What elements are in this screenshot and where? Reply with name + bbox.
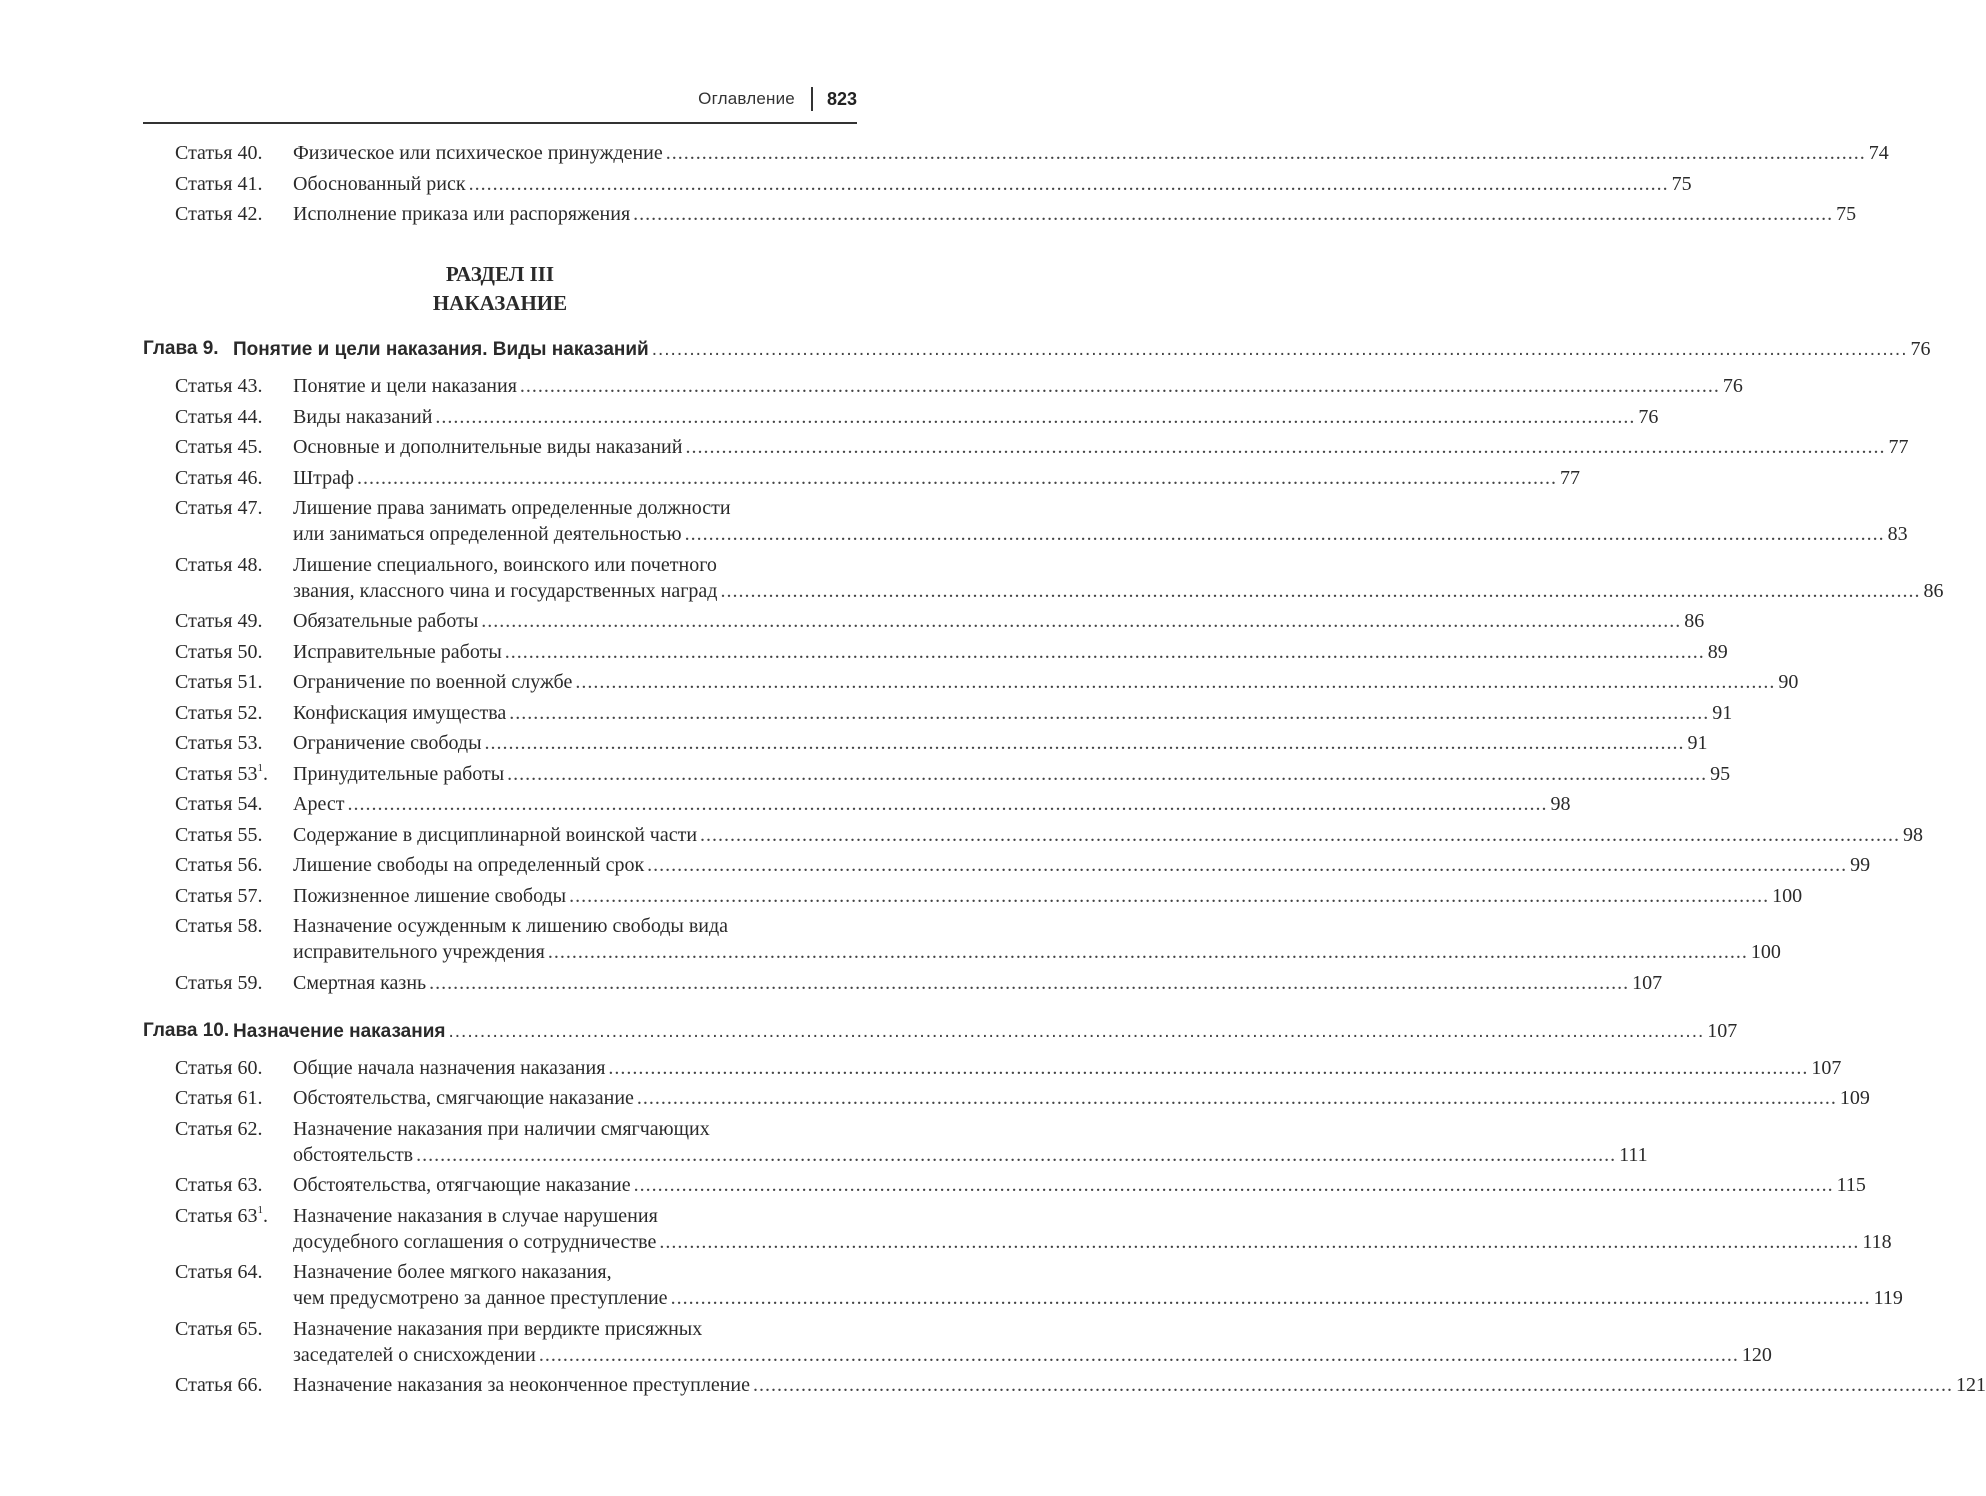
article-text [293,201,1857,227]
article-title: звания, классного чина и государственных наград [293,579,718,602]
article-label [143,700,293,726]
article-title-line [293,1342,1772,1368]
article-title: или заниматься определенной деятельностью [293,523,682,545]
article-text [293,730,1708,756]
section-heading [143,260,857,318]
article-label-text: Статья 47. [175,497,263,519]
article-title-line [293,1259,857,1285]
article-page: 107 [1811,1056,1842,1079]
running-title: Оглавление [698,89,795,108]
leader-dots: ........................................................................................................................................................................................................ [575,671,1776,693]
leader-dots: ........................................................................................................................................................................................................ [484,732,1685,754]
toc-entry[interactable] [143,171,1692,197]
article-label-text: Статья 49. [175,610,263,632]
article-page: 98 [1903,823,1924,846]
article-page: 74 [1868,142,1889,164]
article-label [143,1372,293,1398]
chapter-line [233,336,1931,363]
article-page: 76 [1722,375,1743,397]
article-page: 115 [1836,1174,1866,1196]
article-title: Штраф [293,466,354,489]
article-title: Ограничение по военной службе [293,671,573,693]
article-label-text: Статья 41. [175,172,263,195]
article-label [143,883,293,909]
article-page: 111 [1619,1143,1648,1166]
article-text [293,1316,1772,1368]
article-label [143,1203,293,1255]
article-title: чем предусмотрено за данное преступление [293,1287,668,1309]
article-title: Обязательные работы [293,610,479,632]
article-title-line [293,791,1571,817]
article-text [293,171,1692,197]
article-title: Пожизненное лишение свободы [293,884,567,907]
article-label [143,1055,293,1081]
article-title: Лишение специального, воинского или почетного [293,553,717,576]
article-text [293,465,1580,491]
article-label [143,913,293,965]
article-text [293,1372,1986,1398]
section-number: РАЗДЕЛ III [445,262,555,286]
leader-dots: ........................................................................................................................................................................................................ [636,1087,1837,1109]
article-title-line [293,608,1705,634]
article-text [293,495,1908,547]
article-page: 118 [1862,1230,1892,1253]
article-text [293,140,1889,166]
article-label-text: Статья 58. [175,915,263,937]
article-title: заседателей о снисхождении [293,1343,536,1366]
article-text [293,373,1743,399]
article-label-text: Статья 59. [175,971,263,994]
article-title-line [293,939,1781,965]
chapter-9-entry[interactable] [143,336,1931,363]
article-text [293,552,1944,604]
article-title-line [293,700,1733,726]
article-title: исправительного учреждения [293,941,545,963]
article-page: 100 [1772,884,1803,907]
toc-entry[interactable] [143,822,1924,848]
article-page: 76 [1638,405,1659,428]
article-title-line [293,970,1663,996]
article-title: Обстоятельства, отягчающие наказание [293,1174,631,1196]
table-of-contents [143,140,1986,1403]
header-separator [811,87,813,111]
leader-dots: ........................................................................................................................................................................................................ [569,884,1770,907]
toc-entry[interactable] [143,970,1663,996]
article-label [143,201,293,227]
article-label-text: Статья 42. [175,203,263,225]
leader-dots: ........................................................................................................................................................................................................ [633,203,1834,225]
article-title: Назначение наказания в случае нарушения [293,1204,658,1227]
article-page: 109 [1839,1087,1870,1109]
article-label [143,970,293,996]
article-title-line [293,1172,1866,1198]
article-text [293,669,1799,695]
chapter-10-article-list [143,1055,1986,1399]
leader-dots: ........................................................................................................................................................................................................ [547,941,1748,963]
article-title-line [293,434,1909,460]
article-label-superscript: 1 [257,1203,263,1216]
article-label-text: Статья 57. [175,884,263,907]
article-page: 98 [1550,793,1571,815]
article-label [143,791,293,817]
toc-entry[interactable] [143,434,1909,460]
toc-entry[interactable] [143,730,1708,756]
header-inner [698,87,857,111]
leader-dots: ........................................................................................................................................................................................................ [651,339,1908,360]
leader-dots: ........................................................................................................................................................................................................ [509,701,1710,724]
article-label [143,822,293,848]
article-label-tail: . [262,1204,268,1227]
article-title-line [293,1285,1903,1311]
leader-dots: ........................................................................................................................................................................................................ [429,971,1630,994]
chapter-line [233,1018,1738,1045]
toc-entry[interactable] [143,1203,1892,1255]
toc-entry[interactable] [143,1172,1866,1198]
article-label [143,1316,293,1368]
article-title-line [293,822,1924,848]
article-page: 89 [1707,640,1728,663]
article-title: Назначение наказания при наличии смягчающих [293,1117,710,1140]
toc-entry[interactable] [143,495,1908,547]
article-title: Понятие и цели наказания [293,375,517,397]
article-page: 83 [1887,523,1908,545]
article-title-line [293,761,1731,787]
leader-dots: ........................................................................................................................................................................................................ [665,142,1866,164]
article-title: Общие начала назначения наказания [293,1056,606,1079]
article-page: 86 [1923,579,1944,602]
leader-dots: ........................................................................................................................................................................................................ [538,1343,1739,1366]
article-label-text: Статья 63 [175,1204,258,1227]
article-text [293,822,1924,848]
article-title: обстоятельств [293,1143,414,1166]
article-title-line [293,1372,1986,1398]
article-label [143,761,293,787]
article-text [293,883,1803,909]
article-label-text: Статья 46. [175,466,263,489]
article-page: 91 [1712,701,1733,724]
chapter-page: 76 [1910,338,1931,360]
chapter-label: Глава 10. [143,1019,230,1041]
page-number: 823 [826,88,857,109]
leader-dots: ........................................................................................................................................................................................................ [468,172,1669,195]
article-title: Физическое или психическое принуждение [293,142,663,164]
article-text [293,1259,1903,1311]
article-title-line [293,883,1803,909]
leader-dots: ........................................................................................................................................................................................................ [608,1056,1809,1079]
toc-entry[interactable] [143,852,1871,878]
leader-dots: ........................................................................................................................................................................................................ [647,854,1848,876]
leader-dots: ........................................................................................................................................................................................................ [519,375,1720,397]
article-label-text: Статья 40. [175,142,263,164]
article-title-line [293,465,1580,491]
article-title-line [293,1055,1842,1081]
toc-entry[interactable] [143,140,1889,166]
article-label-text: Статья 55. [175,823,263,846]
article-text [293,1116,1648,1168]
article-page: 75 [1671,172,1692,195]
article-label [143,1172,293,1198]
article-title-line [293,1085,1870,1111]
article-title: Принудительные работы [293,762,505,785]
article-title: Назначение осужденным к лишению свободы вида [293,915,729,937]
article-label-text: Статья 56. [175,854,263,876]
article-label [143,1259,293,1311]
article-text [293,1085,1870,1111]
leader-dots: ........................................................................................................................................................................................................ [752,1374,1953,1396]
article-label-text: Статья 65. [175,1317,263,1340]
article-title-line [293,171,1692,197]
article-label [143,434,293,460]
toc-entry[interactable] [143,1259,1903,1311]
article-page: 121 [1955,1374,1986,1396]
article-label [143,495,293,547]
article-label [143,1085,293,1111]
leader-dots: ........................................................................................................................................................................................................ [481,610,1682,632]
article-label-text: Статья 60. [175,1056,263,1079]
article-title: Обстоятельства, смягчающие наказание [293,1087,634,1109]
article-page: 119 [1873,1287,1903,1309]
toc-entry[interactable] [143,552,1944,604]
article-text [293,761,1731,787]
article-label-text: Статья 45. [175,436,263,458]
article-label-text: Статья 44. [175,405,263,428]
article-title: Лишение права занимать определенные должности [293,497,731,519]
article-label [143,465,293,491]
article-title: Исправительные работы [293,640,502,663]
toc-entry[interactable] [143,761,1731,787]
chapter-10-entry[interactable] [143,1018,1738,1045]
article-label-text: Статья 50. [175,640,263,663]
article-label-text: Статья 53 [175,762,258,785]
article-title: Виды наказаний [293,405,433,428]
article-page: 77 [1560,466,1580,489]
article-text [293,913,1781,965]
toc-entry[interactable] [143,373,1743,399]
article-page: 120 [1741,1343,1772,1366]
article-label [143,730,293,756]
article-page: 100 [1750,941,1781,963]
article-label-text: Статья 48. [175,553,263,576]
article-title-line [293,552,857,578]
article-page: 107 [1632,971,1663,994]
leader-dots: ........................................................................................................................................................................................................ [685,436,1886,458]
page-header [143,82,857,124]
article-title: Назначение наказания при вердикте присяжных [293,1317,703,1340]
toc-entry[interactable] [143,1316,1772,1368]
article-page: 91 [1687,732,1708,754]
article-label-text: Статья 61. [175,1087,263,1109]
toc-entry[interactable] [143,639,1728,665]
article-label-text: Статья 53. [175,732,263,754]
article-label [143,373,293,399]
article-title-line [293,1116,857,1142]
article-title-line [293,1316,857,1342]
article-title: Конфискация имущества [293,701,507,724]
toc-entry[interactable] [143,1372,1986,1398]
toc-entry[interactable] [143,404,1659,430]
article-page: 77 [1888,436,1909,458]
article-text [293,404,1659,430]
article-title: досудебного соглашения о сотрудничестве [293,1230,657,1253]
article-title-line [293,404,1659,430]
leader-dots: ........................................................................................................................................................................................................ [633,1174,1834,1196]
article-title-line [293,140,1889,166]
article-label [143,171,293,197]
article-text [293,791,1571,817]
article-title: Обоснованный риск [293,172,466,195]
toc-entry[interactable] [143,700,1733,726]
article-page: 90 [1778,671,1799,693]
toc-entry[interactable] [143,465,1580,491]
article-page: 99 [1850,854,1871,876]
article-title-line [293,578,1944,604]
article-title: Ограничение свободы [293,732,482,754]
toc-entry[interactable] [143,791,1571,817]
article-page: 75 [1836,203,1857,225]
article-title-line [293,521,1908,547]
article-title-line [293,1142,1648,1168]
article-label [143,608,293,634]
article-text [293,639,1728,665]
article-title: Назначение более мягкого наказания, [293,1261,612,1283]
article-text [293,608,1705,634]
leader-dots: ........................................................................................................................................................................................................ [507,762,1708,785]
leader-dots: ........................................................................................................................................................................................................ [435,405,1636,428]
article-title: Исполнение приказа или распоряжения [293,203,631,225]
article-title-line [293,852,1871,878]
chapter-9-article-list [143,373,1944,996]
toc-entry[interactable] [143,201,1857,227]
toc-entry[interactable] [143,1055,1842,1081]
section-title: НАКАЗАНИЕ [432,291,568,315]
leader-dots: ........................................................................................................................................................................................................ [357,466,1557,489]
article-text [293,1203,1892,1255]
chapter-title: Назначение наказания [233,1020,446,1042]
article-label [143,404,293,430]
article-label [143,552,293,604]
chapter-page: 107 [1707,1019,1738,1042]
article-title-line [293,373,1743,399]
leader-dots: ........................................................................................................................................................................................................ [670,1287,1871,1309]
article-title: Лишение свободы на определенный срок [293,854,645,876]
toc-entry[interactable] [143,1085,1870,1111]
toc-entry[interactable] [143,1116,1648,1168]
article-title-line [293,639,1728,665]
article-label [143,669,293,695]
article-text [293,852,1871,878]
article-title-line [293,1229,1892,1255]
article-label-superscript: 1 [257,761,263,774]
toc-entry[interactable] [143,608,1705,634]
article-text [293,700,1733,726]
article-label-text: Статья 51. [175,671,263,693]
leader-dots: ........................................................................................................................................................................................................ [684,523,1885,545]
toc-entry[interactable] [143,669,1799,695]
article-title: Назначение наказания за неоконченное преступление [293,1374,750,1396]
chapter-title: Понятие и цели наказания. Виды наказаний [233,339,649,360]
article-title: Смертная казнь [293,971,427,994]
article-label-text: Статья 43. [175,375,263,397]
article-label-text: Статья 63. [175,1174,263,1196]
article-page: 95 [1710,762,1731,785]
top-article-list [143,140,1889,227]
toc-entry[interactable] [143,913,1781,965]
leader-dots: ........................................................................................................................................................................................................ [659,1230,1860,1253]
article-label-text: Статья 62. [175,1117,263,1140]
article-title: Арест [293,793,345,815]
article-text [293,970,1663,996]
leader-dots: ........................................................................................................................................................................................................ [448,1020,1705,1042]
article-label-text: Статья 64. [175,1261,263,1283]
article-label-text: Статья 66. [175,1374,263,1396]
leader-dots: ........................................................................................................................................................................................................ [504,640,1705,663]
article-label [143,852,293,878]
article-title: Содержание в дисциплинарной воинской части [293,823,698,846]
article-title-line [293,1203,857,1229]
leader-dots: ........................................................................................................................................................................................................ [347,793,1548,815]
article-title: Основные и дополнительные виды наказаний [293,436,683,458]
article-text [293,1055,1842,1081]
article-label-text: Статья 54. [175,793,263,815]
article-label [143,639,293,665]
toc-entry[interactable] [143,883,1803,909]
article-title-line [293,730,1708,756]
article-text [293,1172,1866,1198]
article-title-line [293,495,857,521]
article-page: 86 [1684,610,1705,632]
article-label-text: Статья 52. [175,701,263,724]
chapter-label: Глава 9. [143,338,219,359]
article-label-tail: . [262,762,268,785]
article-title-line [293,913,857,939]
article-label [143,140,293,166]
leader-dots: ........................................................................................................................................................................................................ [700,823,1901,846]
article-title-line [293,201,1857,227]
article-title-line [293,669,1799,695]
article-label [143,1116,293,1168]
article-text [293,434,1909,460]
leader-dots: ........................................................................................................................................................................................................ [720,579,1921,602]
leader-dots: ........................................................................................................................................................................................................ [416,1143,1617,1166]
